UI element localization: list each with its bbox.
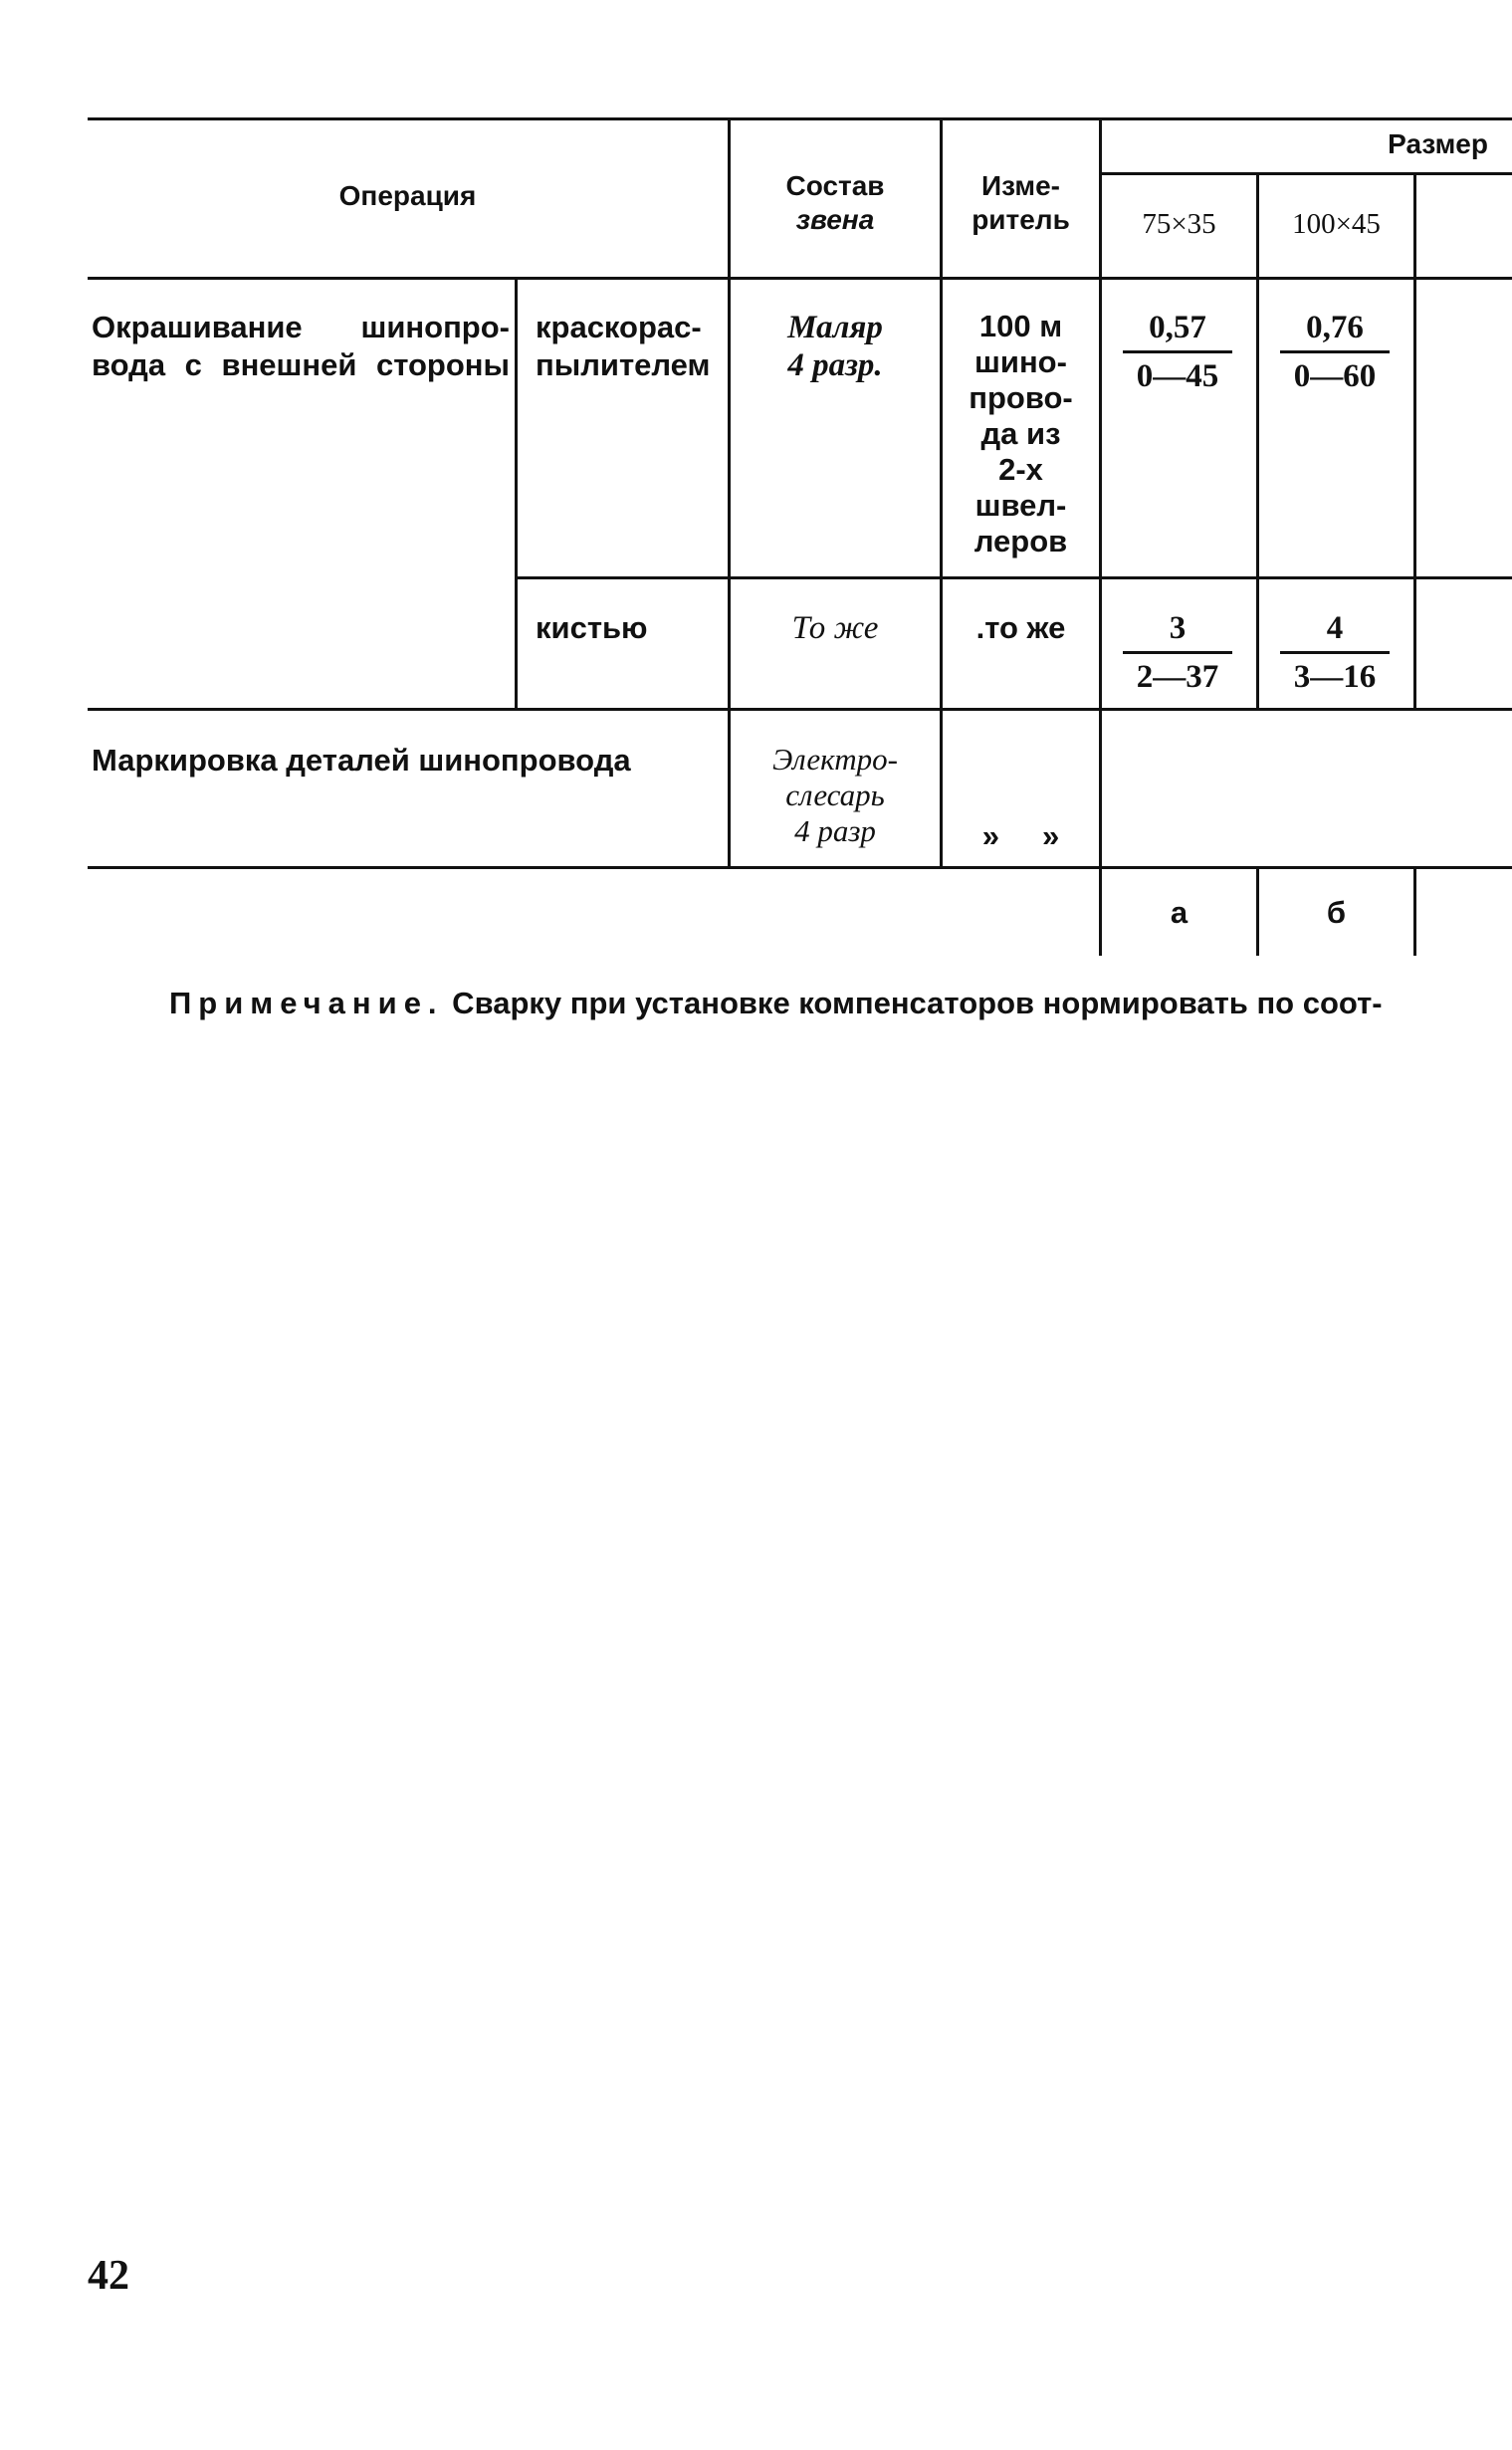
column-letter-b: б [1326,895,1347,930]
size-group-header: Размер [1388,128,1488,159]
row2-method: кистью [536,610,648,645]
letters-col3-rule [1413,866,1416,956]
unit-header: Изме- ритель [972,170,1070,235]
size-header-75x35: 75×35 [1142,208,1216,240]
size-header-100x45: 100×45 [1292,208,1381,240]
table-top-rule [88,117,1512,120]
row3-bottom-rule [88,866,1512,869]
row3-crew: Электро- слесарь 4 разр [772,742,898,848]
row2-unit: .то же [975,610,1066,645]
row1-unit: 100 м шино- прово- да из 2-х швел- леров [969,309,1073,558]
row1-operation: Окрашивание шинопро- вода с внешней стороны [92,310,510,382]
size-col2-rule [1256,172,1259,708]
page-number: 42 [88,2253,129,2299]
size-col-rule [1099,117,1102,956]
row1-bottom-rule [515,576,1512,579]
table-note [169,986,1383,1021]
method-col-rule [515,277,518,708]
row3-unit: » » [981,818,1060,853]
note-text: Сварку при установке компенсаторов нормировать по соот- [443,986,1383,1020]
row2-value-100x45: $\frac{4}{3—16}$ [1280,609,1390,696]
row1-crew: Маляр 4 разр. [787,310,883,383]
row1-value-75x35: $\frac{0,57}{0—45}$ [1123,309,1232,395]
note-label: Примечание. [169,986,444,1020]
column-letter-a: а [1170,895,1188,930]
operation-header: Операция [338,180,477,211]
size-header-rule [1099,172,1512,175]
row3-operation: Маркировка деталей шинопровода [92,743,631,778]
row1-value-100x45: $\frac{0,76}{0—60}$ [1280,309,1390,395]
row2-value-75x35: $\frac{3}{2—37}$ [1123,609,1232,696]
row1-method: краскорас- пылителем [536,310,711,382]
header-bottom-rule [88,277,1512,280]
row2-bottom-rule [88,708,1512,711]
row2-crew: То же [791,610,879,646]
crew-header: Состав звена [785,170,885,235]
size-col3-rule [1413,172,1416,708]
